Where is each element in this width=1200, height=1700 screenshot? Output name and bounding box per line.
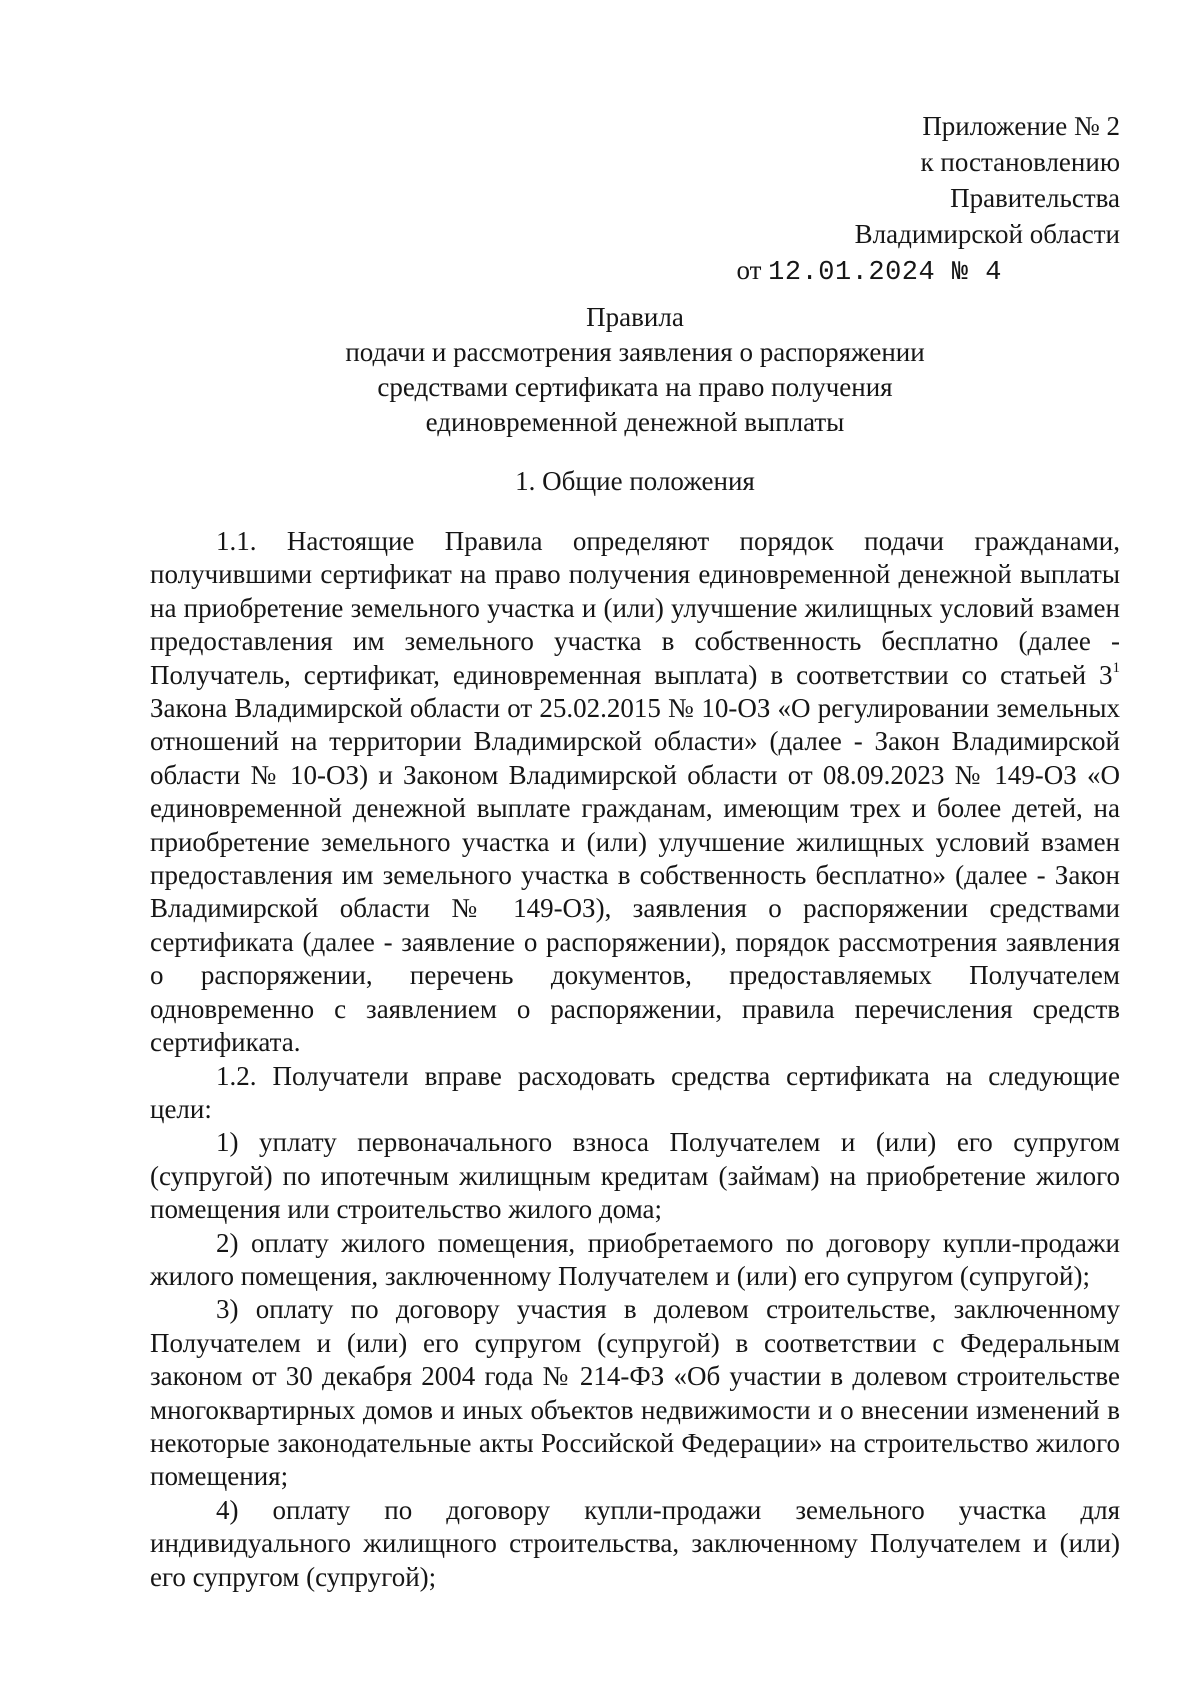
document-body [150,525,1120,1594]
appendix-date-line [700,252,1120,291]
title-line-4: единовременной денежной выплаты [425,407,845,437]
title-line-1: Правила [586,302,684,332]
paragraph-1-1 [150,525,1120,1060]
paragraph-1-1-part-b: Закона Владимирской области от 25.02.2015 № 10-ОЗ «О регулировании земельных отношений на территории Владимирской области» (далее - Закон Владимирской области № 10-ОЗ) и Законом Владимирской области от 08.09.2023 № 149-ОЗ «О единовременной денежной выплате гражданам, имеющим трех и более детей, на приобретение земельного участка и (или) улучшение жилищных условий взамен предоставления им земельного участка в собственность бесплатно» (далее - Закон Владимирской области № 149-ОЗ), заявления о распоряжении средствами сертификата (далее - заявление о распоряжении), порядок рассмотрения заявления о распоряжении, перечень документов, предоставляемых Получателем одновременно с заявлением о распоряжении, правила перечисления средств сертификата. [150,693,1120,1058]
list-item-3: 3) оплату по договору участия в долевом строительстве, заключенному Получателем и (или) его супругом (супругой) в соответствии с Федеральным законом от 30 декабря 2004 года № 214-ФЗ «Об участии в долевом строительстве многоквартирных домов и иных объектов недвижимости и о внесении изменений в некоторые законодательные акты Российской Федерации» на строительство жилого помещения; [150,1294,1120,1492]
list-item-4: 4) оплату по договору купли-продажи земельного участка для индивидуального жилищного строительства, заключенному Получателем и (или) его супругом (супругой); [150,1494,1120,1592]
appendix-number: Приложение № 2 [922,111,1120,141]
appendix-region: Владимирской области [854,219,1120,249]
article-superscript: 1 [1112,659,1120,676]
document-title [150,300,1120,440]
paragraph-1-2: 1.2. Получатели вправе расходовать средства сертификата на следующие цели: [150,1060,1120,1124]
appendix-date-prefix: от [736,255,762,285]
title-line-3: средствами сертификата на право получения [377,372,893,402]
appendix-issuer: Правительства [950,183,1120,213]
title-line-2: подачи и рассмотрения заявления о распоряжении [345,337,925,367]
appendix-date-stamp: 12.01.2024 № 4 [768,258,1002,288]
paragraph-1-1-part-a: 1.1. Настоящие Правила определяют порядок подачи гражданами, получившими сертификат на право получения единовременной денежной выплаты на приобретение земельного участка и (или) улучшение жилищных условий взамен предоставления им земельного участка в собственность бесплатно (далее - Получатель, сертификат, единовременная выплата) в соответствии со статьей 3 [150,526,1120,690]
appendix-block [700,108,1120,291]
list-item-2: 2) оплату жилого помещения, приобретаемого по договору купли-продажи жилого помещения, заключенному Получателем и (или) его супругом (супругой); [150,1227,1120,1291]
list-item-1: 1) уплату первоначального взноса Получателем и (или) его супругом (супругой) по ипотечным жилищным кредитам (займам) на приобретение жилого помещения или строительство жилого дома; [150,1127,1120,1225]
section-heading: 1. Общие положения [515,466,755,496]
appendix-reference: к постановлению [920,147,1120,177]
